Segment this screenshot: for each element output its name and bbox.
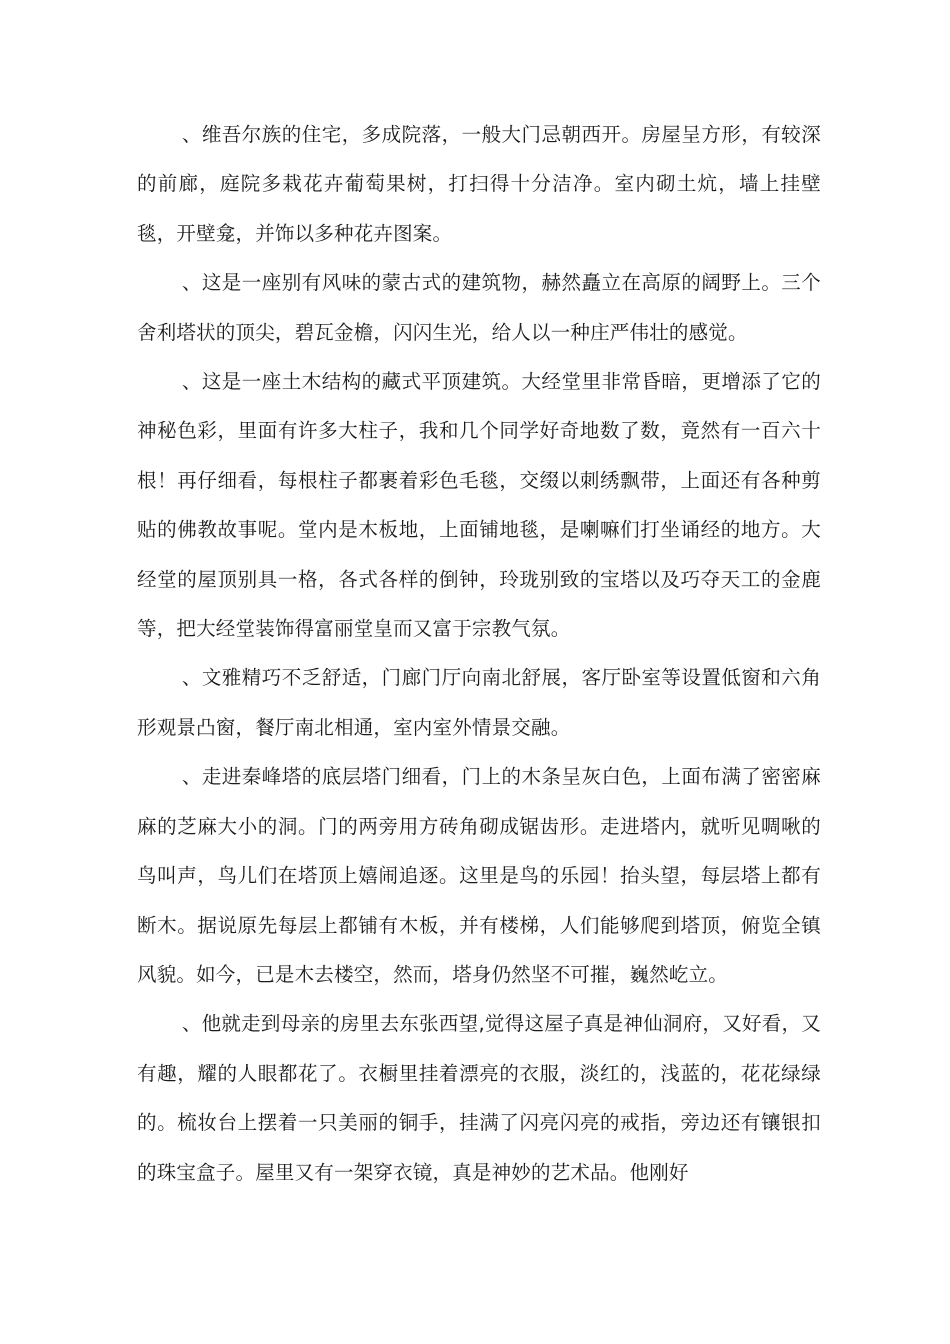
paragraph-elegant-house: 、文雅精巧不乏舒适，门廊门厅向南北舒展，客厅卧室等设置低窗和六角形观景凸窗，餐厅南北相通，室内室外情景交融。 [137,666,821,739]
document-body [137,110,821,1197]
paragraph-tibetan-hall: 、这是一座土木结构的藏式平顶建筑。大经堂里非常昏暗，更增添了它的神秘色彩，里面有许多大柱子，我和几个同学好奇地数了数，竟然有一百六十根！再仔细看，每根柱子都裹着彩色毛毯，交缀以刺绣飘带，上面还有各种剪贴的佛教故事呢。堂内是木板地，上面铺地毯，是喇嘛们打坐诵经的地方。大经堂的屋顶别具一格，各式各样的倒钟，玲珑别致的宝塔以及巧夺天工的金鹿等，把大经堂装饰得富丽堂皇而又富于宗教气氛。 [137,370,821,641]
paragraph-uyghur-residence: 、维吾尔族的住宅，多成院落，一般大门忌朝西开。房屋呈方形，有较深的前廊，庭院多栽花卉葡萄果树，打扫得十分洁净。室内砌土炕，墙上挂壁毯，开壁龛，并饰以多种花卉图案。 [137,123,821,245]
paragraph-qinfeng-pagoda: 、走进秦峰塔的底层塔门细看，门上的木条呈灰白色，上面布满了密密麻麻的芝麻大小的洞。门的两旁用方砖角砌成锯齿形。走进塔内，就听见啁啾的鸟叫声，鸟儿们在塔顶上嬉闹追逐。这里是鸟的乐园！抬头望，每层塔上都有断木。据说原先每层上都铺有木板，并有楼梯，人们能够爬到塔顶，俯览全镇风貌。如今，已是木去楼空，然而，塔身仍然坚不可摧，巍然屹立。 [137,765,821,986]
paragraph-mongolian-building: 、这是一座别有风味的蒙古式的建筑物，赫然矗立在高原的阔野上。三个舍利塔状的顶尖，碧瓦金檐，闪闪生光，给人以一种庄严伟壮的感觉。 [137,271,821,344]
paragraph-mothers-room: 、他就走到母亲的房里去东张西望,觉得这屋子真是神仙洞府，又好看，又有趣，耀的人眼都花了。衣橱里挂着漂亮的衣服，淡红的，浅蓝的，花花绿绿的。梳妆台上摆着一只美丽的铜手，挂满了闪亮闪亮的戒指，旁边还有镶银扣的珠宝盒子。屋里又有一架穿衣镜，真是神妙的艺术品。他刚好 [137,1012,821,1184]
